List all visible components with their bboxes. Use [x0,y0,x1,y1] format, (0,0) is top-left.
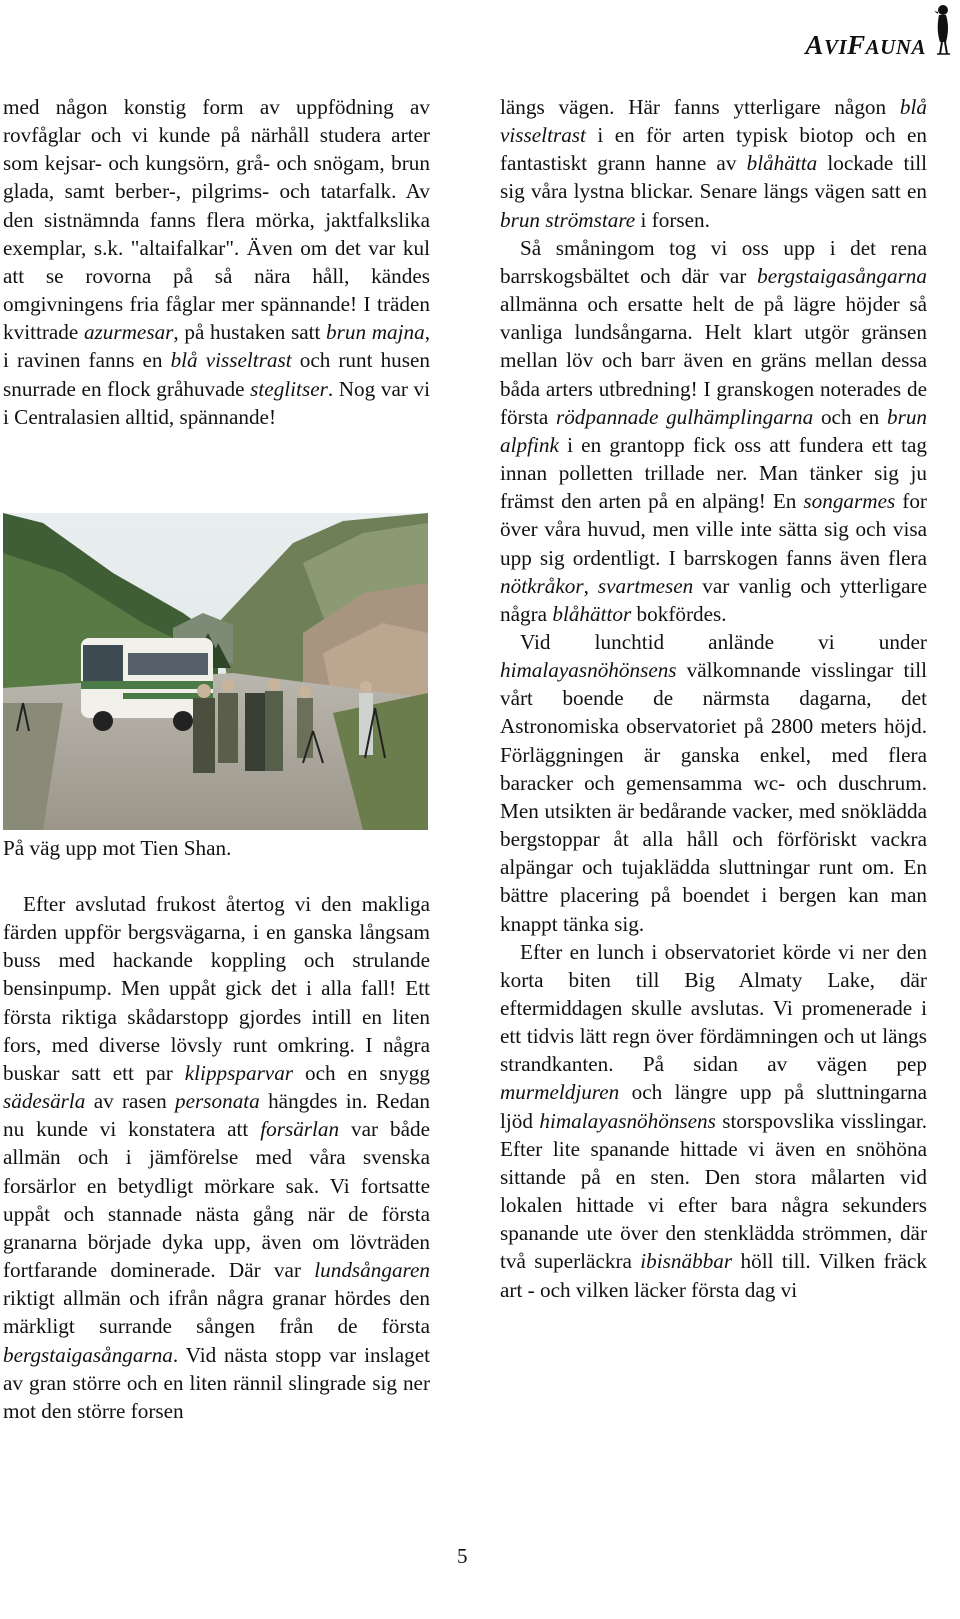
text-run: var både allmän och i jämförelse med våra svenska forsärlor en betydligt mörkare sak. Vi fortsatte uppåt och stannade nästa gång när de första granarna började dyka upp, även om lövträden fortfarande dominerade. Där var [3,1117,430,1283]
text-run: var vanlig och ytterligare några [500,573,927,626]
page-header [760,0,960,62]
text-run: i en för arten typisk biotop och en fantastiskt grann hanne av [500,123,927,176]
bird-logo-icon [932,2,954,56]
text-run: lockade till sig våra lystna blickar. Senare längs vägen satt en [500,151,927,204]
species-name: bergstaigasångarna [3,1342,173,1367]
left-column-bottom [3,890,430,1425]
species-name: brun majna [326,320,425,345]
text-run: i forsen. [635,207,710,232]
text-run: for över våra huvud, men ville inte sätta sig och visa upp sig ordentligt. I barrskogen fanns även flera [500,489,927,570]
page-number: 5 [457,1544,468,1568]
text-run: Så småningom tog vi oss upp i det rena barrskogsbältet och där var [500,235,927,288]
photo-bus-birdwatchers [3,513,428,830]
text-run: bokfördes. [631,601,727,626]
species-name: klippsparvar [184,1060,294,1085]
species-name: rödpannade gulhämplingarna [555,404,814,429]
text-run: , på hustaken satt [173,320,327,345]
species-name: brun alpfink [500,404,928,457]
paragraph [500,938,927,1304]
species-name: blåhättor [552,601,632,626]
text-run: med någon konstig form av uppfödning av rovfåglar och vi kunde på närhåll studera arter som kejsar- och kungsörn, grå- och snögam, brun glada, samt berber-, pilgrims- och tatarfalk. Av den sistnämnda fanns flera mörka, jaktfalkslika exemplar, s.k. "altaifalkar". Även om det var kul att se rovorna på så nära håll, kändes omgivningens fria fåglar mer spännande! I träden kvittrade [3,95,430,345]
text-run: hängdes in. Redan nu kunde vi konstatera att [3,1089,430,1142]
paragraph [3,93,430,431]
photo-caption: På väg upp mot Tien Shan. [3,836,232,860]
text-run: riktigt allmän och ifrån några granar hördes den märkligt surrande sången från de första [3,1286,430,1339]
species-name: nötkråkor [500,573,584,598]
species-name: personata [175,1089,260,1114]
text-run: och längre upp på sluttningarna ljöd [500,1080,927,1133]
species-name: blå visseltrast [500,95,927,148]
text-run: och en snygg [293,1060,430,1085]
text-run: . Nog var vi i Centralasien alltid, spännande! [3,376,430,429]
paragraph [500,628,927,938]
text-run: i en grantopp fick oss att fundera ett tag innan polletten trillade ner. Man tänker sig ju främst den arten på en alpäng! En [500,432,927,514]
species-name: forsärlan [260,1117,340,1142]
species-name: sädesärla [3,1089,86,1114]
left-column-top [3,93,430,431]
text-run: och runt husen snurrade en flock gråhuvade [3,348,431,401]
species-name: bergstaigasångarna [757,263,927,288]
text-run: , [583,573,598,598]
species-name: svartmesen [597,573,694,598]
species-name: blåhätta [746,151,818,176]
species-name: azurmesar [83,320,174,345]
species-name: steglitser [250,376,328,401]
species-name: lundsångaren [314,1258,430,1283]
species-name: himalayasnöhönsens [500,658,677,683]
brand-letter: AUNA [865,35,926,59]
paragraph [500,234,927,628]
species-name: ibisnäbbar [640,1249,733,1274]
right-column [500,93,927,1304]
text-run: längs vägen. Här fanns ytterligare någon [500,95,900,119]
species-name: songarmes [803,489,896,514]
text-run: höll till. Vilken fräck art - och vilken läcker första dag vi [500,1249,927,1302]
brand-letter: A [805,30,824,60]
text-run: , i ravinen fanns en [3,320,430,373]
text-run: Efter en lunch i observatoriet körde vi ner den korta biten till Big Almaty Lake, där eftermiddagen skulle avslutas. Vi promenerade i ett tidvis lätt regn över fördämningen och ut längs strandkanten. På sidan av vägen pep [500,939,927,1077]
text-run: Efter avslutad frukost återtog vi den makliga färden uppför bergsvägarna, i en ganska långsam buss med hackande koppling och strulande bensinpump. Men uppåt gick det i alla fall! Ett första riktiga skådarstopp gjordes intill en liten fors, med diverse lövsly runt omkring. I några buskar satt ett par [3,892,430,1085]
mountain-photo [3,513,428,830]
species-name: brun strömstare [500,207,636,232]
paragraph [3,890,430,1425]
text-run: välkomnande visslingar till vårt boende de närmsta dagarna, det Astronomiska observatoriet på 2800 meters höjd. Förläggningen är ganska enkel, med flera baracker och gemensamma wc- och duschrum. Men utsikten är bedårande vacker, med snöklädda bergstoppar åt alla håll och förföriskt vackra alpängar och tujaklädda sluttningar runt om. En bättre placering på boendet i bergen kan man knappt tänka sig. [500,658,927,936]
text-run: allmänna och ersatte helt de på lägre höjder så vanliga lundsångarna. Helt klart utgör gränsen mellan löv och barr även en gräns mellan dessa båda arters utbredning! I granskogen noterades de första [500,292,927,429]
text-run: storspovslika visslingar. Efter lite spanande hittade vi även en snöhöna sittande på en sten. Den stora målarten vid lokalen hittade vi efter bara några sekunders spanande ute över den stenklädda strömmen, där två superläckra [500,1108,927,1274]
text-run: . Vid nästa stopp var inslaget av gran större och en liten rännil slingrade sig ner mot den större forsen [3,1342,430,1423]
brand-letter: VI [823,35,848,59]
brand-letter: F [847,30,866,60]
paragraph [500,93,927,234]
text-run: av rasen [85,1089,176,1114]
species-name: himalayasnöhönsens [539,1108,716,1133]
text-run: och en [813,404,887,429]
species-name: murmeldjuren [500,1080,620,1105]
text-run: Vid lunchtid anlände vi under [520,629,927,654]
magazine-title [805,30,926,61]
species-name: blå visseltrast [170,348,292,373]
